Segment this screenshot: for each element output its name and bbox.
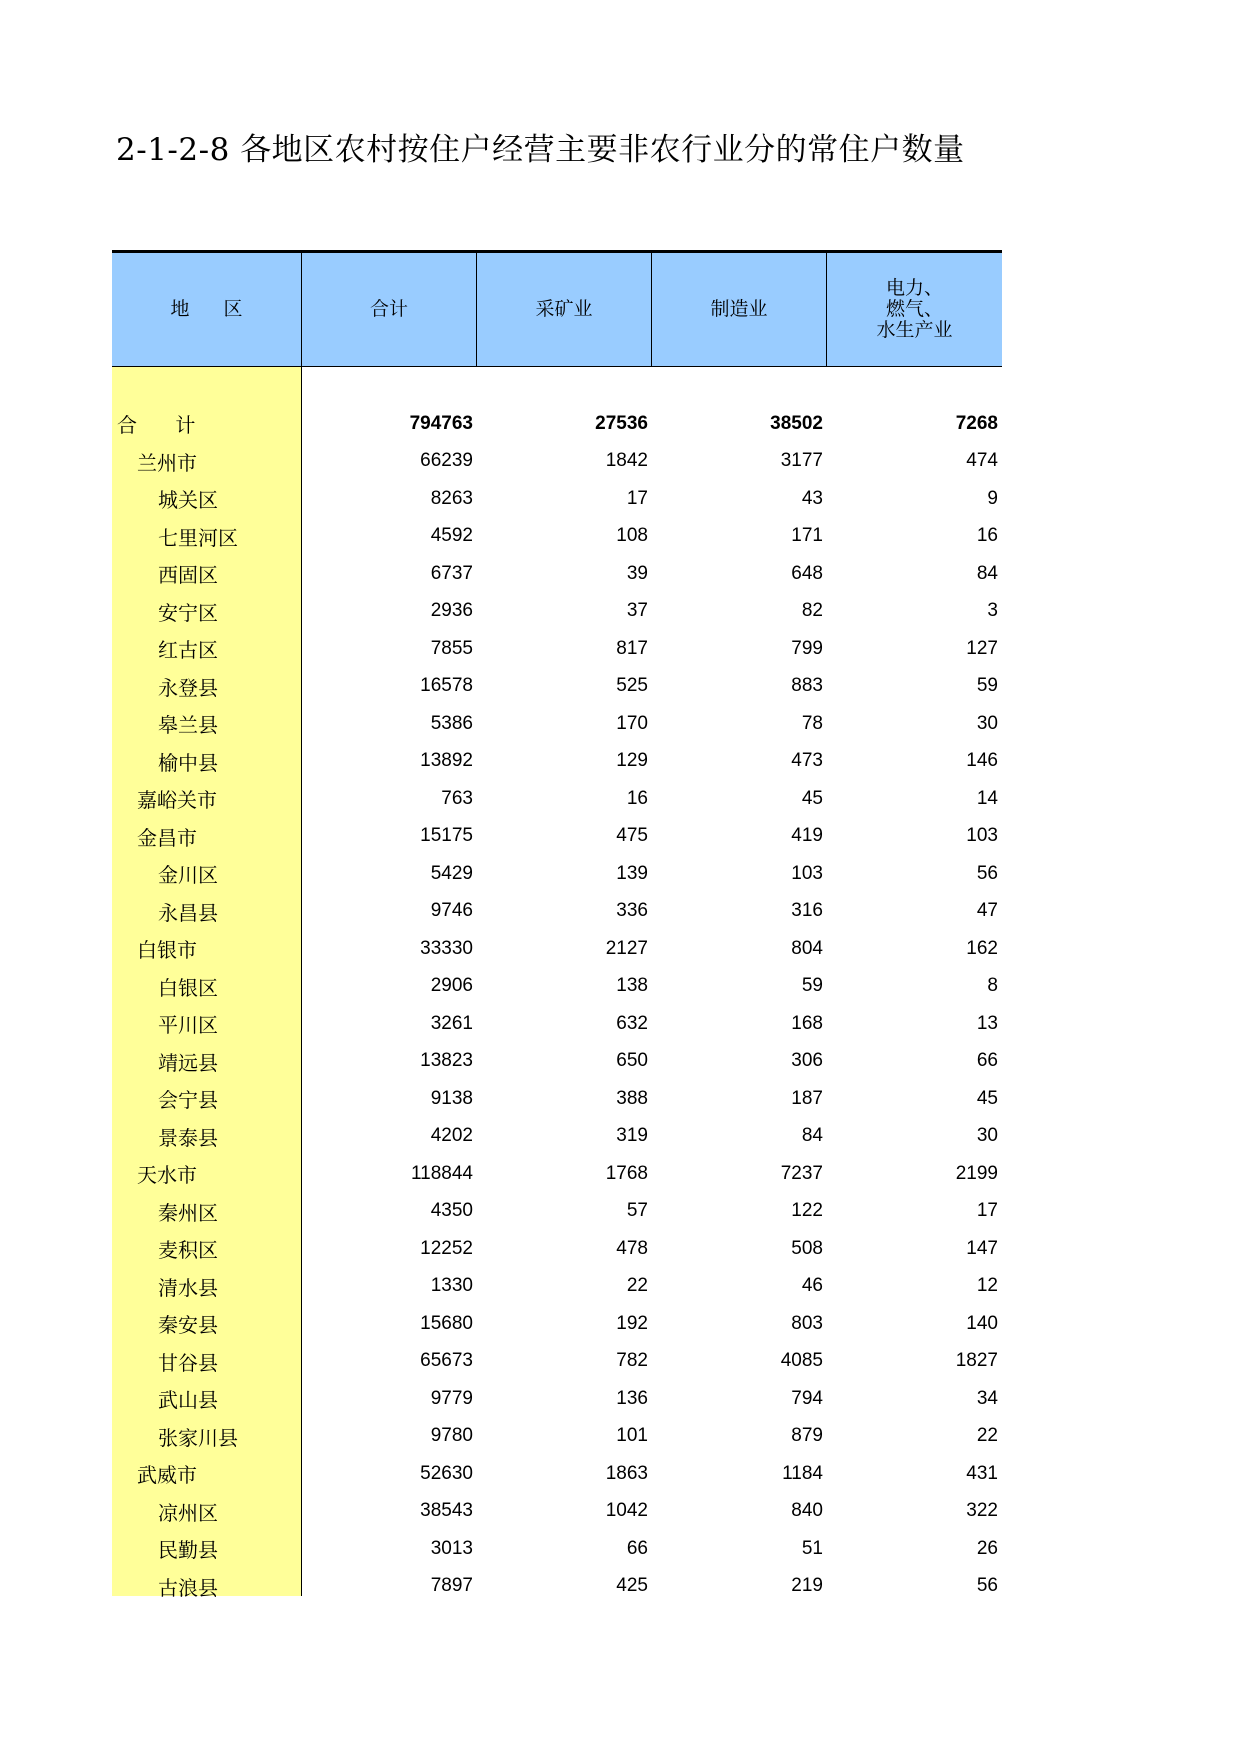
table-row bbox=[112, 705, 1002, 743]
mining-cell: 22 bbox=[626, 1275, 648, 1297]
table-body bbox=[112, 405, 1002, 1605]
region-name-cell: 合 计 bbox=[117, 413, 196, 438]
manufacturing-cell: 51 bbox=[801, 1537, 823, 1559]
manufacturing-cell: 82 bbox=[801, 600, 823, 622]
utilities-cell: 7268 bbox=[955, 412, 998, 434]
table-row bbox=[112, 1380, 1002, 1418]
total-cell: 7855 bbox=[430, 637, 473, 659]
utilities-cell: 56 bbox=[976, 1575, 998, 1597]
utilities-cell: 431 bbox=[966, 1462, 998, 1484]
mining-cell: 319 bbox=[616, 1125, 648, 1147]
page-title: 2-1-2-8 各地区农村按住户经营主要非农行业分的常住户数量 bbox=[116, 132, 965, 168]
mining-cell: 2127 bbox=[605, 937, 648, 959]
region-name-cell: 靖远县 bbox=[158, 1050, 218, 1075]
table-row bbox=[112, 1493, 1002, 1531]
header-manufacturing: 制造业 bbox=[652, 253, 827, 366]
manufacturing-cell: 879 bbox=[791, 1425, 823, 1447]
region-name-cell: 嘉峪关市 bbox=[137, 788, 217, 813]
manufacturing-cell: 46 bbox=[801, 1275, 823, 1297]
mining-cell: 138 bbox=[616, 975, 648, 997]
table-row bbox=[112, 818, 1002, 856]
utilities-cell: 474 bbox=[966, 450, 998, 472]
total-cell: 7897 bbox=[430, 1575, 473, 1597]
manufacturing-cell: 7237 bbox=[780, 1162, 823, 1184]
manufacturing-cell: 171 bbox=[791, 525, 823, 547]
utilities-cell: 26 bbox=[976, 1537, 998, 1559]
region-name-cell: 清水县 bbox=[158, 1275, 218, 1300]
table-row bbox=[112, 930, 1002, 968]
mining-cell: 16 bbox=[626, 787, 648, 809]
utilities-cell: 146 bbox=[966, 750, 998, 772]
region-name-cell: 甘谷县 bbox=[158, 1350, 218, 1375]
total-cell: 9138 bbox=[430, 1087, 473, 1109]
manufacturing-cell: 306 bbox=[791, 1050, 823, 1072]
total-cell: 2906 bbox=[430, 975, 473, 997]
utilities-cell: 17 bbox=[976, 1200, 998, 1222]
table-row bbox=[112, 1043, 1002, 1081]
mining-cell: 817 bbox=[616, 637, 648, 659]
utilities-cell: 140 bbox=[966, 1312, 998, 1334]
region-name-cell: 张家川县 bbox=[158, 1425, 238, 1450]
utilities-cell: 16 bbox=[976, 525, 998, 547]
region-name-cell: 安宁区 bbox=[158, 600, 218, 625]
region-name-cell: 兰州市 bbox=[137, 450, 197, 475]
manufacturing-cell: 219 bbox=[791, 1575, 823, 1597]
table-row bbox=[112, 743, 1002, 781]
manufacturing-cell: 419 bbox=[791, 825, 823, 847]
total-cell: 118844 bbox=[411, 1162, 473, 1184]
utilities-cell: 3 bbox=[987, 600, 998, 622]
table-row bbox=[112, 1005, 1002, 1043]
utilities-cell: 13 bbox=[976, 1012, 998, 1034]
mining-cell: 66 bbox=[626, 1537, 648, 1559]
utilities-cell: 66 bbox=[976, 1050, 998, 1072]
mining-cell: 101 bbox=[616, 1425, 648, 1447]
table-row bbox=[112, 480, 1002, 518]
mining-cell: 192 bbox=[616, 1312, 648, 1334]
total-cell: 9780 bbox=[430, 1425, 473, 1447]
utilities-cell: 1827 bbox=[955, 1350, 998, 1372]
table-row bbox=[112, 1155, 1002, 1193]
utilities-cell: 47 bbox=[976, 900, 998, 922]
mining-cell: 17 bbox=[626, 487, 648, 509]
total-cell: 6737 bbox=[430, 562, 473, 584]
table-row bbox=[112, 405, 1002, 443]
header-total: 合计 bbox=[302, 253, 477, 366]
table-row bbox=[112, 1455, 1002, 1493]
total-cell: 15175 bbox=[420, 825, 473, 847]
total-cell: 3013 bbox=[430, 1537, 473, 1559]
utilities-cell: 103 bbox=[966, 825, 998, 847]
region-name-cell: 平川区 bbox=[158, 1013, 218, 1038]
region-name-cell: 七里河区 bbox=[158, 525, 238, 550]
total-cell: 4592 bbox=[430, 525, 473, 547]
region-name-cell: 会宁县 bbox=[158, 1088, 218, 1113]
table-row bbox=[112, 1418, 1002, 1456]
manufacturing-cell: 59 bbox=[801, 975, 823, 997]
total-cell: 5386 bbox=[430, 712, 473, 734]
mining-cell: 632 bbox=[616, 1012, 648, 1034]
table-row bbox=[112, 1080, 1002, 1118]
total-cell: 66239 bbox=[420, 450, 473, 472]
total-cell: 13823 bbox=[420, 1050, 473, 1072]
mining-cell: 525 bbox=[616, 675, 648, 697]
region-name-cell: 金川区 bbox=[158, 863, 218, 888]
mining-cell: 1842 bbox=[605, 450, 648, 472]
manufacturing-cell: 3177 bbox=[780, 450, 823, 472]
region-name-cell: 秦安县 bbox=[158, 1313, 218, 1338]
manufacturing-cell: 78 bbox=[801, 712, 823, 734]
utilities-cell: 9 bbox=[987, 487, 998, 509]
manufacturing-cell: 38502 bbox=[770, 412, 823, 434]
utilities-cell: 45 bbox=[976, 1087, 998, 1109]
mining-cell: 1863 bbox=[605, 1462, 648, 1484]
region-name-cell: 民勤县 bbox=[158, 1538, 218, 1563]
table-row bbox=[112, 1230, 1002, 1268]
mining-cell: 108 bbox=[616, 525, 648, 547]
table-row bbox=[112, 518, 1002, 556]
utilities-cell: 12 bbox=[976, 1275, 998, 1297]
mining-cell: 139 bbox=[616, 862, 648, 884]
total-cell: 4202 bbox=[430, 1125, 473, 1147]
region-name-cell: 红古区 bbox=[158, 638, 218, 663]
manufacturing-cell: 799 bbox=[791, 637, 823, 659]
manufacturing-cell: 103 bbox=[791, 862, 823, 884]
total-cell: 4350 bbox=[430, 1200, 473, 1222]
region-name-cell: 武威市 bbox=[137, 1463, 197, 1488]
table-row bbox=[112, 893, 1002, 931]
utilities-cell: 14 bbox=[976, 787, 998, 809]
region-name-cell: 西固区 bbox=[158, 563, 218, 588]
region-name-cell: 榆中县 bbox=[158, 750, 218, 775]
manufacturing-cell: 648 bbox=[791, 562, 823, 584]
total-cell: 9746 bbox=[430, 900, 473, 922]
manufacturing-cell: 794 bbox=[791, 1387, 823, 1409]
manufacturing-cell: 473 bbox=[791, 750, 823, 772]
region-name-cell: 永登县 bbox=[158, 675, 218, 700]
mining-cell: 475 bbox=[616, 825, 648, 847]
utilities-cell: 127 bbox=[966, 637, 998, 659]
utilities-cell: 56 bbox=[976, 862, 998, 884]
manufacturing-cell: 804 bbox=[791, 937, 823, 959]
mining-cell: 388 bbox=[616, 1087, 648, 1109]
total-cell: 8263 bbox=[430, 487, 473, 509]
mining-cell: 37 bbox=[626, 600, 648, 622]
mining-cell: 39 bbox=[626, 562, 648, 584]
utilities-cell: 30 bbox=[976, 1125, 998, 1147]
table-row bbox=[112, 593, 1002, 631]
table-row bbox=[112, 1305, 1002, 1343]
utilities-cell: 22 bbox=[976, 1425, 998, 1447]
mining-cell: 1768 bbox=[605, 1162, 648, 1184]
mining-cell: 336 bbox=[616, 900, 648, 922]
region-name-cell: 白银市 bbox=[137, 938, 197, 963]
region-name-cell: 金昌市 bbox=[137, 825, 197, 850]
utilities-cell: 30 bbox=[976, 712, 998, 734]
utilities-cell: 8 bbox=[987, 975, 998, 997]
utilities-cell: 322 bbox=[966, 1500, 998, 1522]
total-cell: 5429 bbox=[430, 862, 473, 884]
manufacturing-cell: 1184 bbox=[782, 1462, 823, 1484]
table-row bbox=[112, 1343, 1002, 1381]
manufacturing-cell: 45 bbox=[801, 787, 823, 809]
table-header-row bbox=[112, 253, 1002, 367]
manufacturing-cell: 187 bbox=[791, 1087, 823, 1109]
header-region: 地 区 bbox=[112, 253, 302, 366]
manufacturing-cell: 4085 bbox=[780, 1350, 823, 1372]
manufacturing-cell: 84 bbox=[801, 1125, 823, 1147]
table-row bbox=[112, 1568, 1002, 1606]
total-cell: 3261 bbox=[430, 1012, 473, 1034]
manufacturing-cell: 122 bbox=[791, 1200, 823, 1222]
table-row bbox=[112, 1530, 1002, 1568]
utilities-cell: 162 bbox=[966, 937, 998, 959]
table-row bbox=[112, 630, 1002, 668]
total-cell: 52630 bbox=[420, 1462, 473, 1484]
utilities-cell: 84 bbox=[976, 562, 998, 584]
total-cell: 33330 bbox=[420, 937, 473, 959]
total-cell: 65673 bbox=[420, 1350, 473, 1372]
mining-cell: 782 bbox=[616, 1350, 648, 1372]
header-mining: 采矿业 bbox=[477, 253, 652, 366]
mining-cell: 129 bbox=[616, 750, 648, 772]
total-cell: 1330 bbox=[430, 1275, 473, 1297]
total-cell: 763 bbox=[441, 787, 473, 809]
header-utilities: 电力、 燃气、 水生产业 bbox=[876, 277, 953, 341]
region-name-cell: 景泰县 bbox=[158, 1125, 218, 1150]
region-name-cell: 武山县 bbox=[158, 1388, 218, 1413]
total-cell: 2936 bbox=[430, 600, 473, 622]
region-name-cell: 古浪县 bbox=[158, 1575, 218, 1600]
region-name-cell: 皋兰县 bbox=[158, 713, 218, 738]
region-name-cell: 白银区 bbox=[158, 975, 218, 1000]
manufacturing-cell: 316 bbox=[791, 900, 823, 922]
utilities-cell: 59 bbox=[976, 675, 998, 697]
manufacturing-cell: 840 bbox=[791, 1500, 823, 1522]
table-row bbox=[112, 855, 1002, 893]
region-name-cell: 凉州区 bbox=[158, 1500, 218, 1525]
mining-cell: 136 bbox=[616, 1387, 648, 1409]
utilities-cell: 147 bbox=[966, 1237, 998, 1259]
total-cell: 794763 bbox=[409, 412, 473, 434]
mining-cell: 170 bbox=[616, 712, 648, 734]
mining-cell: 425 bbox=[616, 1575, 648, 1597]
table-row bbox=[112, 780, 1002, 818]
mining-cell: 27536 bbox=[595, 412, 648, 434]
region-name-cell: 城关区 bbox=[158, 488, 218, 513]
total-cell: 12252 bbox=[420, 1237, 473, 1259]
manufacturing-cell: 883 bbox=[791, 675, 823, 697]
total-cell: 9779 bbox=[430, 1387, 473, 1409]
utilities-cell: 34 bbox=[976, 1387, 998, 1409]
table-row bbox=[112, 1118, 1002, 1156]
total-cell: 38543 bbox=[420, 1500, 473, 1522]
mining-cell: 57 bbox=[626, 1200, 648, 1222]
utilities-cell: 2199 bbox=[955, 1162, 998, 1184]
manufacturing-cell: 43 bbox=[801, 487, 823, 509]
mining-cell: 478 bbox=[616, 1237, 648, 1259]
total-cell: 16578 bbox=[420, 675, 473, 697]
manufacturing-cell: 803 bbox=[791, 1312, 823, 1334]
table-row bbox=[112, 668, 1002, 706]
manufacturing-cell: 508 bbox=[791, 1237, 823, 1259]
region-name-cell: 永昌县 bbox=[158, 900, 218, 925]
manufacturing-cell: 168 bbox=[791, 1012, 823, 1034]
region-name-cell: 麦积区 bbox=[158, 1238, 218, 1263]
mining-cell: 1042 bbox=[605, 1500, 648, 1522]
table-row bbox=[112, 1268, 1002, 1306]
table-row bbox=[112, 555, 1002, 593]
table-row bbox=[112, 968, 1002, 1006]
region-name-cell: 秦州区 bbox=[158, 1200, 218, 1225]
total-cell: 15680 bbox=[420, 1312, 473, 1334]
total-cell: 13892 bbox=[420, 750, 473, 772]
table-row bbox=[112, 443, 1002, 481]
table-row bbox=[112, 1193, 1002, 1231]
mining-cell: 650 bbox=[616, 1050, 648, 1072]
region-name-cell: 天水市 bbox=[137, 1163, 197, 1188]
